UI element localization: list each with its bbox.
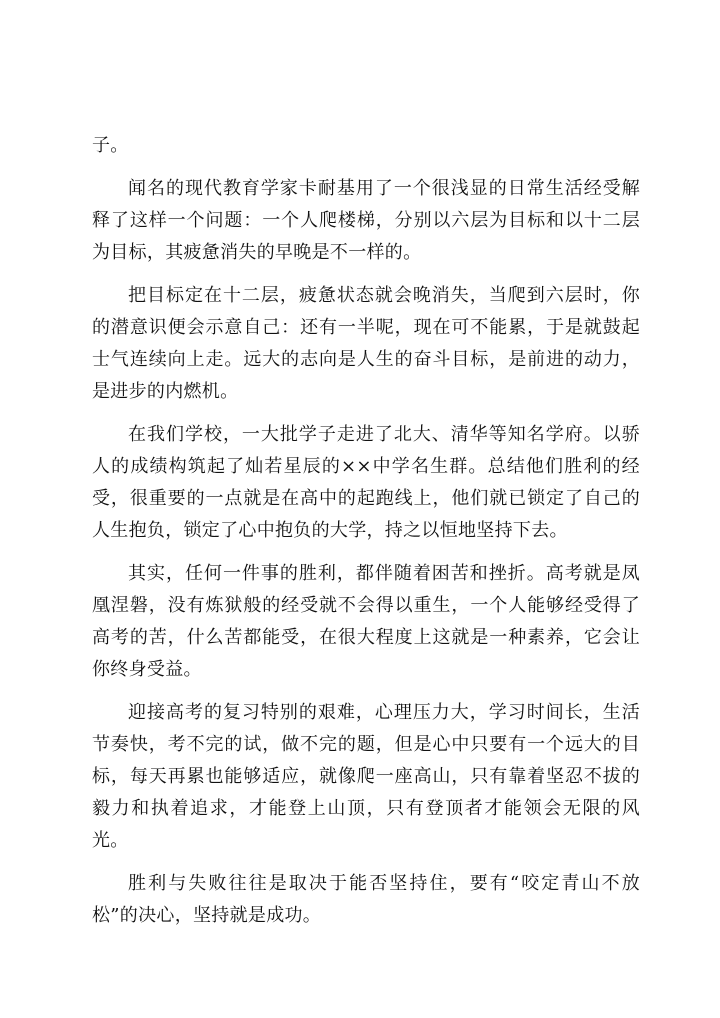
document-body [92,130,640,943]
paragraph-3: 把目标定在十二层，疲惫状态就会晚消失，当爬到六层时，你的潜意识便会示意自己：还有一半呢，现在可不能累，于是就鼓起士气连续向上走。远大的志向是人生的奋斗目标，是前进的动力，是进步的内燃机。 [92,285,640,402]
paragraph-2: 闻名的现代教育学家卡耐基用了一个很浅显的日常生活经受解释了这样一个问题：一个人爬楼梯，分别以六层为目标和以十二层为目标，其疲惫消失的早晚是不一样的。 [92,178,640,263]
paragraph-4: 在我们学校，一大批学子走进了北大、清华等知名学府。以骄人的成绩构筑起了灿若星辰的××中学名生群。总结他们胜利的经受，很重要的一点就是在高中的起跑线上，他们就已锁定了自己的人生抱负，锁定了心中抱负的大学，持之以恒地坚持下去。 [92,424,640,541]
paragraph-6: 迎接高考的复习特别的艰难，心理压力大，学习时间长，生活节奏快，考不完的试，做不完的题，但是心中只要有一个远大的目标，每天再累也能够适应，就像爬一座高山，只有靠着坚忍不拔的毅力和执着追求，才能登上山顶，只有登顶者才能领会无限的风光。 [92,702,640,851]
paragraph-7: 胜利与失败往往是取决于能否坚持住，要有“咬定青山不放松”的决心，坚持就是成功。 [92,873,640,926]
paragraph-5: 其实，任何一件事的胜利，都伴随着困苦和挫折。高考就是凤凰涅磐，没有炼狱般的经受就不会得以重生，一个人能够经受得了高考的苦，什么苦都能受，在很大程度上这就是一种素养，它会让你终身受益。 [92,563,640,680]
paragraph-1: 子。 [92,135,129,156]
